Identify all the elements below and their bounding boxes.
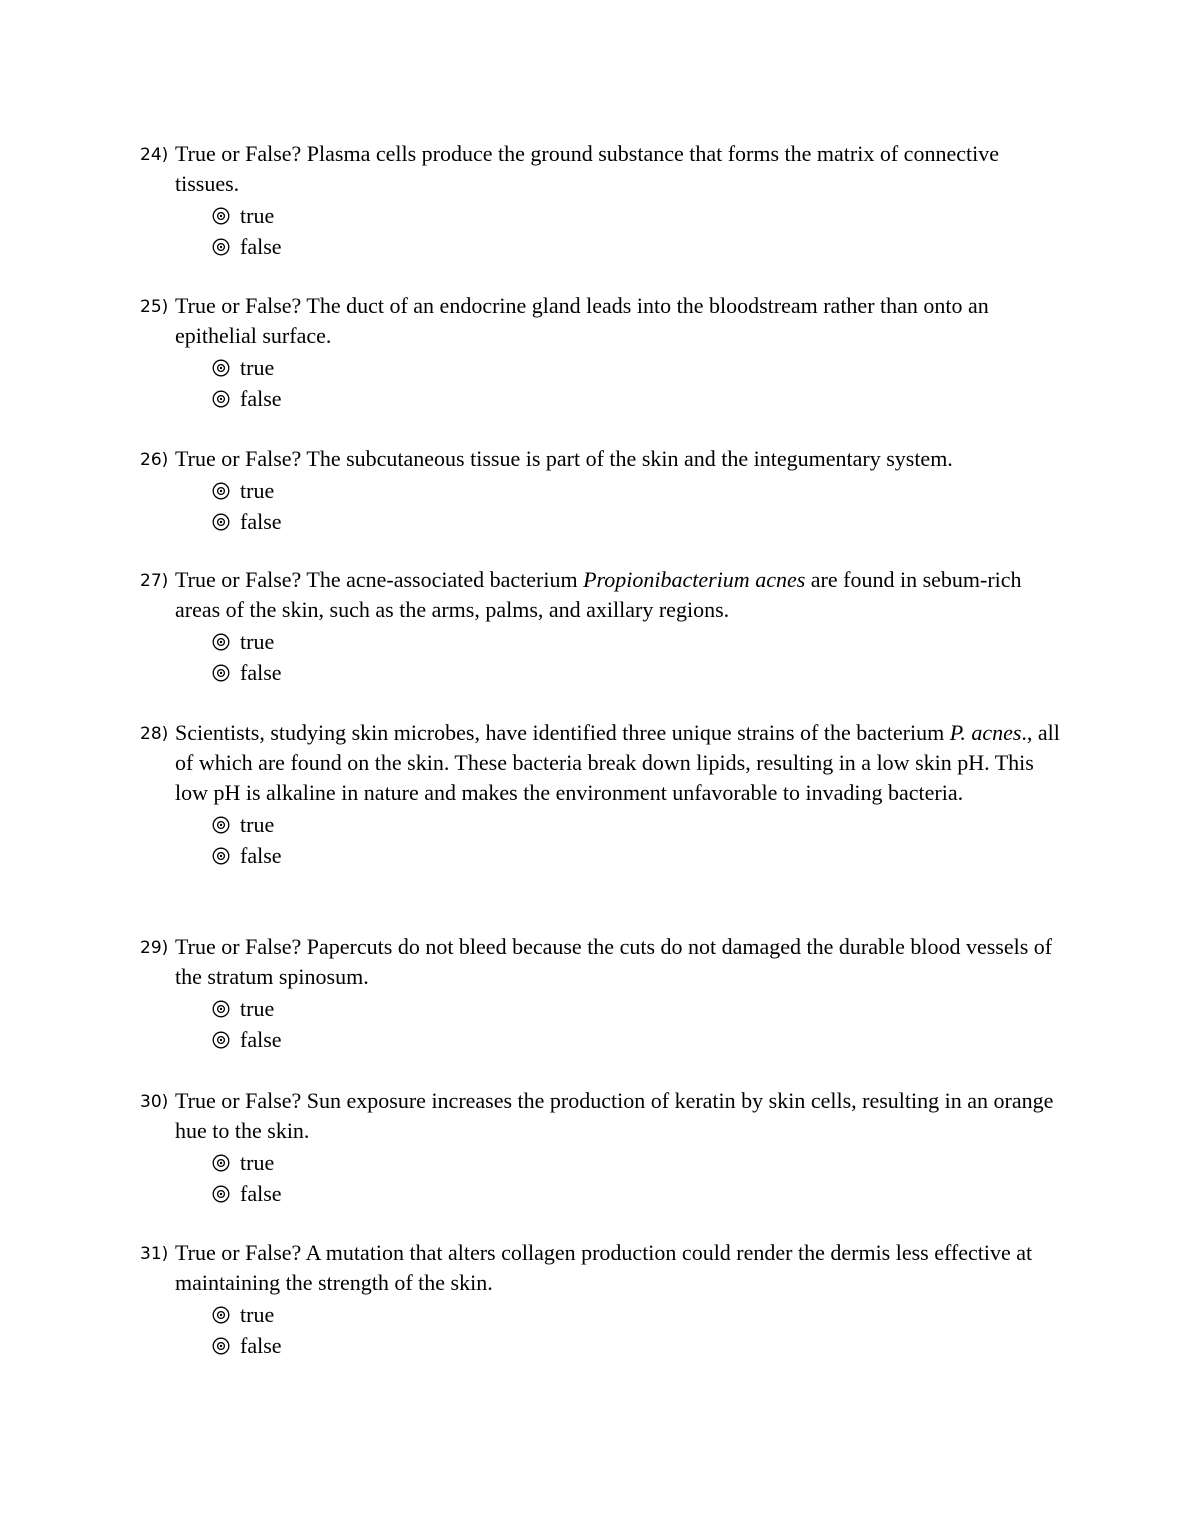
radio-button-icon[interactable] <box>212 238 230 256</box>
option-false[interactable] <box>212 506 1060 537</box>
option-label: false <box>240 1026 282 1052</box>
option-false[interactable] <box>212 1330 1060 1361</box>
question-text: True or False? The duct of an endocrine gland leads into the bloodstream rather than onto an epithelial surface. <box>175 293 989 348</box>
option-label: true <box>240 202 275 228</box>
option-label: false <box>240 659 282 685</box>
option-true[interactable] <box>212 1147 1060 1178</box>
radio-button-icon[interactable] <box>212 633 230 651</box>
option-label: false <box>240 1332 282 1358</box>
question-text-end: are found in sebum-rich areas of the skin, such as the arms, palms, and axillary regions. <box>175 567 1022 622</box>
answer-options <box>212 352 1060 414</box>
question-stem <box>140 139 1060 199</box>
question-text: True or False? A mutation that alters collagen production could render the dermis less effective at maintaining the strength of the skin. <box>175 1240 1033 1295</box>
question-number: 24) <box>140 145 169 165</box>
radio-button-icon[interactable] <box>212 359 230 377</box>
question-stem <box>140 565 1060 625</box>
answer-options <box>212 200 1060 262</box>
option-false[interactable] <box>212 657 1060 688</box>
option-label: false <box>240 842 282 868</box>
radio-button-icon[interactable] <box>212 664 230 682</box>
radio-button-icon[interactable] <box>212 1031 230 1049</box>
radio-button-icon[interactable] <box>212 390 230 408</box>
option-false[interactable] <box>212 1024 1060 1055</box>
answer-options <box>212 1299 1060 1361</box>
question-number: 31) <box>140 1244 169 1264</box>
answer-options <box>212 993 1060 1055</box>
question-stem <box>140 932 1060 992</box>
question-25 <box>140 291 1060 414</box>
option-false[interactable] <box>212 1178 1060 1209</box>
answer-options <box>212 1147 1060 1209</box>
question-text-end: ., all of which are found on the skin. These bacteria break down lipids, resulting in a low skin pH. This low pH is alkaline in nature and makes the environment unfavorable to invading bacteria. <box>175 720 1060 805</box>
question-24 <box>140 139 1060 262</box>
option-true[interactable] <box>212 475 1060 506</box>
option-true[interactable] <box>212 809 1060 840</box>
radio-button-icon[interactable] <box>212 513 230 531</box>
species-name: P. acnes <box>949 720 1022 745</box>
question-31 <box>140 1238 1060 1361</box>
radio-button-icon[interactable] <box>212 847 230 865</box>
option-false[interactable] <box>212 383 1060 414</box>
option-true[interactable] <box>212 993 1060 1024</box>
radio-button-icon[interactable] <box>212 1000 230 1018</box>
option-label: true <box>240 477 275 503</box>
question-27 <box>140 565 1060 688</box>
answer-options <box>212 809 1060 871</box>
radio-button-icon[interactable] <box>212 816 230 834</box>
option-label: true <box>240 628 275 654</box>
option-true[interactable] <box>212 626 1060 657</box>
question-number: 29) <box>140 938 169 958</box>
option-label: true <box>240 995 275 1021</box>
radio-button-icon[interactable] <box>212 482 230 500</box>
question-stem <box>140 1086 1060 1146</box>
radio-button-icon[interactable] <box>212 1337 230 1355</box>
question-28 <box>140 718 1060 871</box>
option-label: false <box>240 385 282 411</box>
question-number: 26) <box>140 450 169 470</box>
answer-options <box>212 475 1060 537</box>
radio-button-icon[interactable] <box>212 1154 230 1172</box>
question-number: 28) <box>140 724 169 744</box>
option-false[interactable] <box>212 840 1060 871</box>
question-text: True or False? Plasma cells produce the ground substance that forms the matrix of connective tissues. <box>175 141 999 196</box>
question-number: 25) <box>140 297 169 317</box>
question-stem <box>140 1238 1060 1298</box>
option-label: true <box>240 811 275 837</box>
question-text: True or False? Sun exposure increases the production of keratin by skin cells, resulting in an orange hue to the skin. <box>175 1088 1054 1143</box>
radio-button-icon[interactable] <box>212 1185 230 1203</box>
question-26 <box>140 444 1060 537</box>
species-name: Propionibacterium acnes <box>583 567 806 592</box>
question-30 <box>140 1086 1060 1209</box>
option-label: true <box>240 1301 275 1327</box>
question-text-start: True or False? The acne-associated bacterium <box>175 567 584 592</box>
question-number: 27) <box>140 571 169 591</box>
question-stem <box>140 444 1060 474</box>
question-stem <box>140 718 1060 808</box>
option-false[interactable] <box>212 231 1060 262</box>
option-true[interactable] <box>212 200 1060 231</box>
question-text: True or False? Papercuts do not bleed because the cuts do not damaged the durable blood vessels of the stratum spinosum. <box>175 934 1053 989</box>
question-stem <box>140 291 1060 351</box>
question-29 <box>140 932 1060 1055</box>
option-label: false <box>240 1180 282 1206</box>
option-label: true <box>240 1149 275 1175</box>
option-true[interactable] <box>212 1299 1060 1330</box>
radio-button-icon[interactable] <box>212 207 230 225</box>
option-label: true <box>240 354 275 380</box>
option-label: false <box>240 508 282 534</box>
question-number: 30) <box>140 1092 169 1112</box>
radio-button-icon[interactable] <box>212 1306 230 1324</box>
option-true[interactable] <box>212 352 1060 383</box>
question-text-start: Scientists, studying skin microbes, have identified three unique strains of the bacterium <box>175 720 950 745</box>
option-label: false <box>240 233 282 259</box>
answer-options <box>212 626 1060 688</box>
question-text: True or False? The subcutaneous tissue is part of the skin and the integumentary system. <box>175 446 953 471</box>
